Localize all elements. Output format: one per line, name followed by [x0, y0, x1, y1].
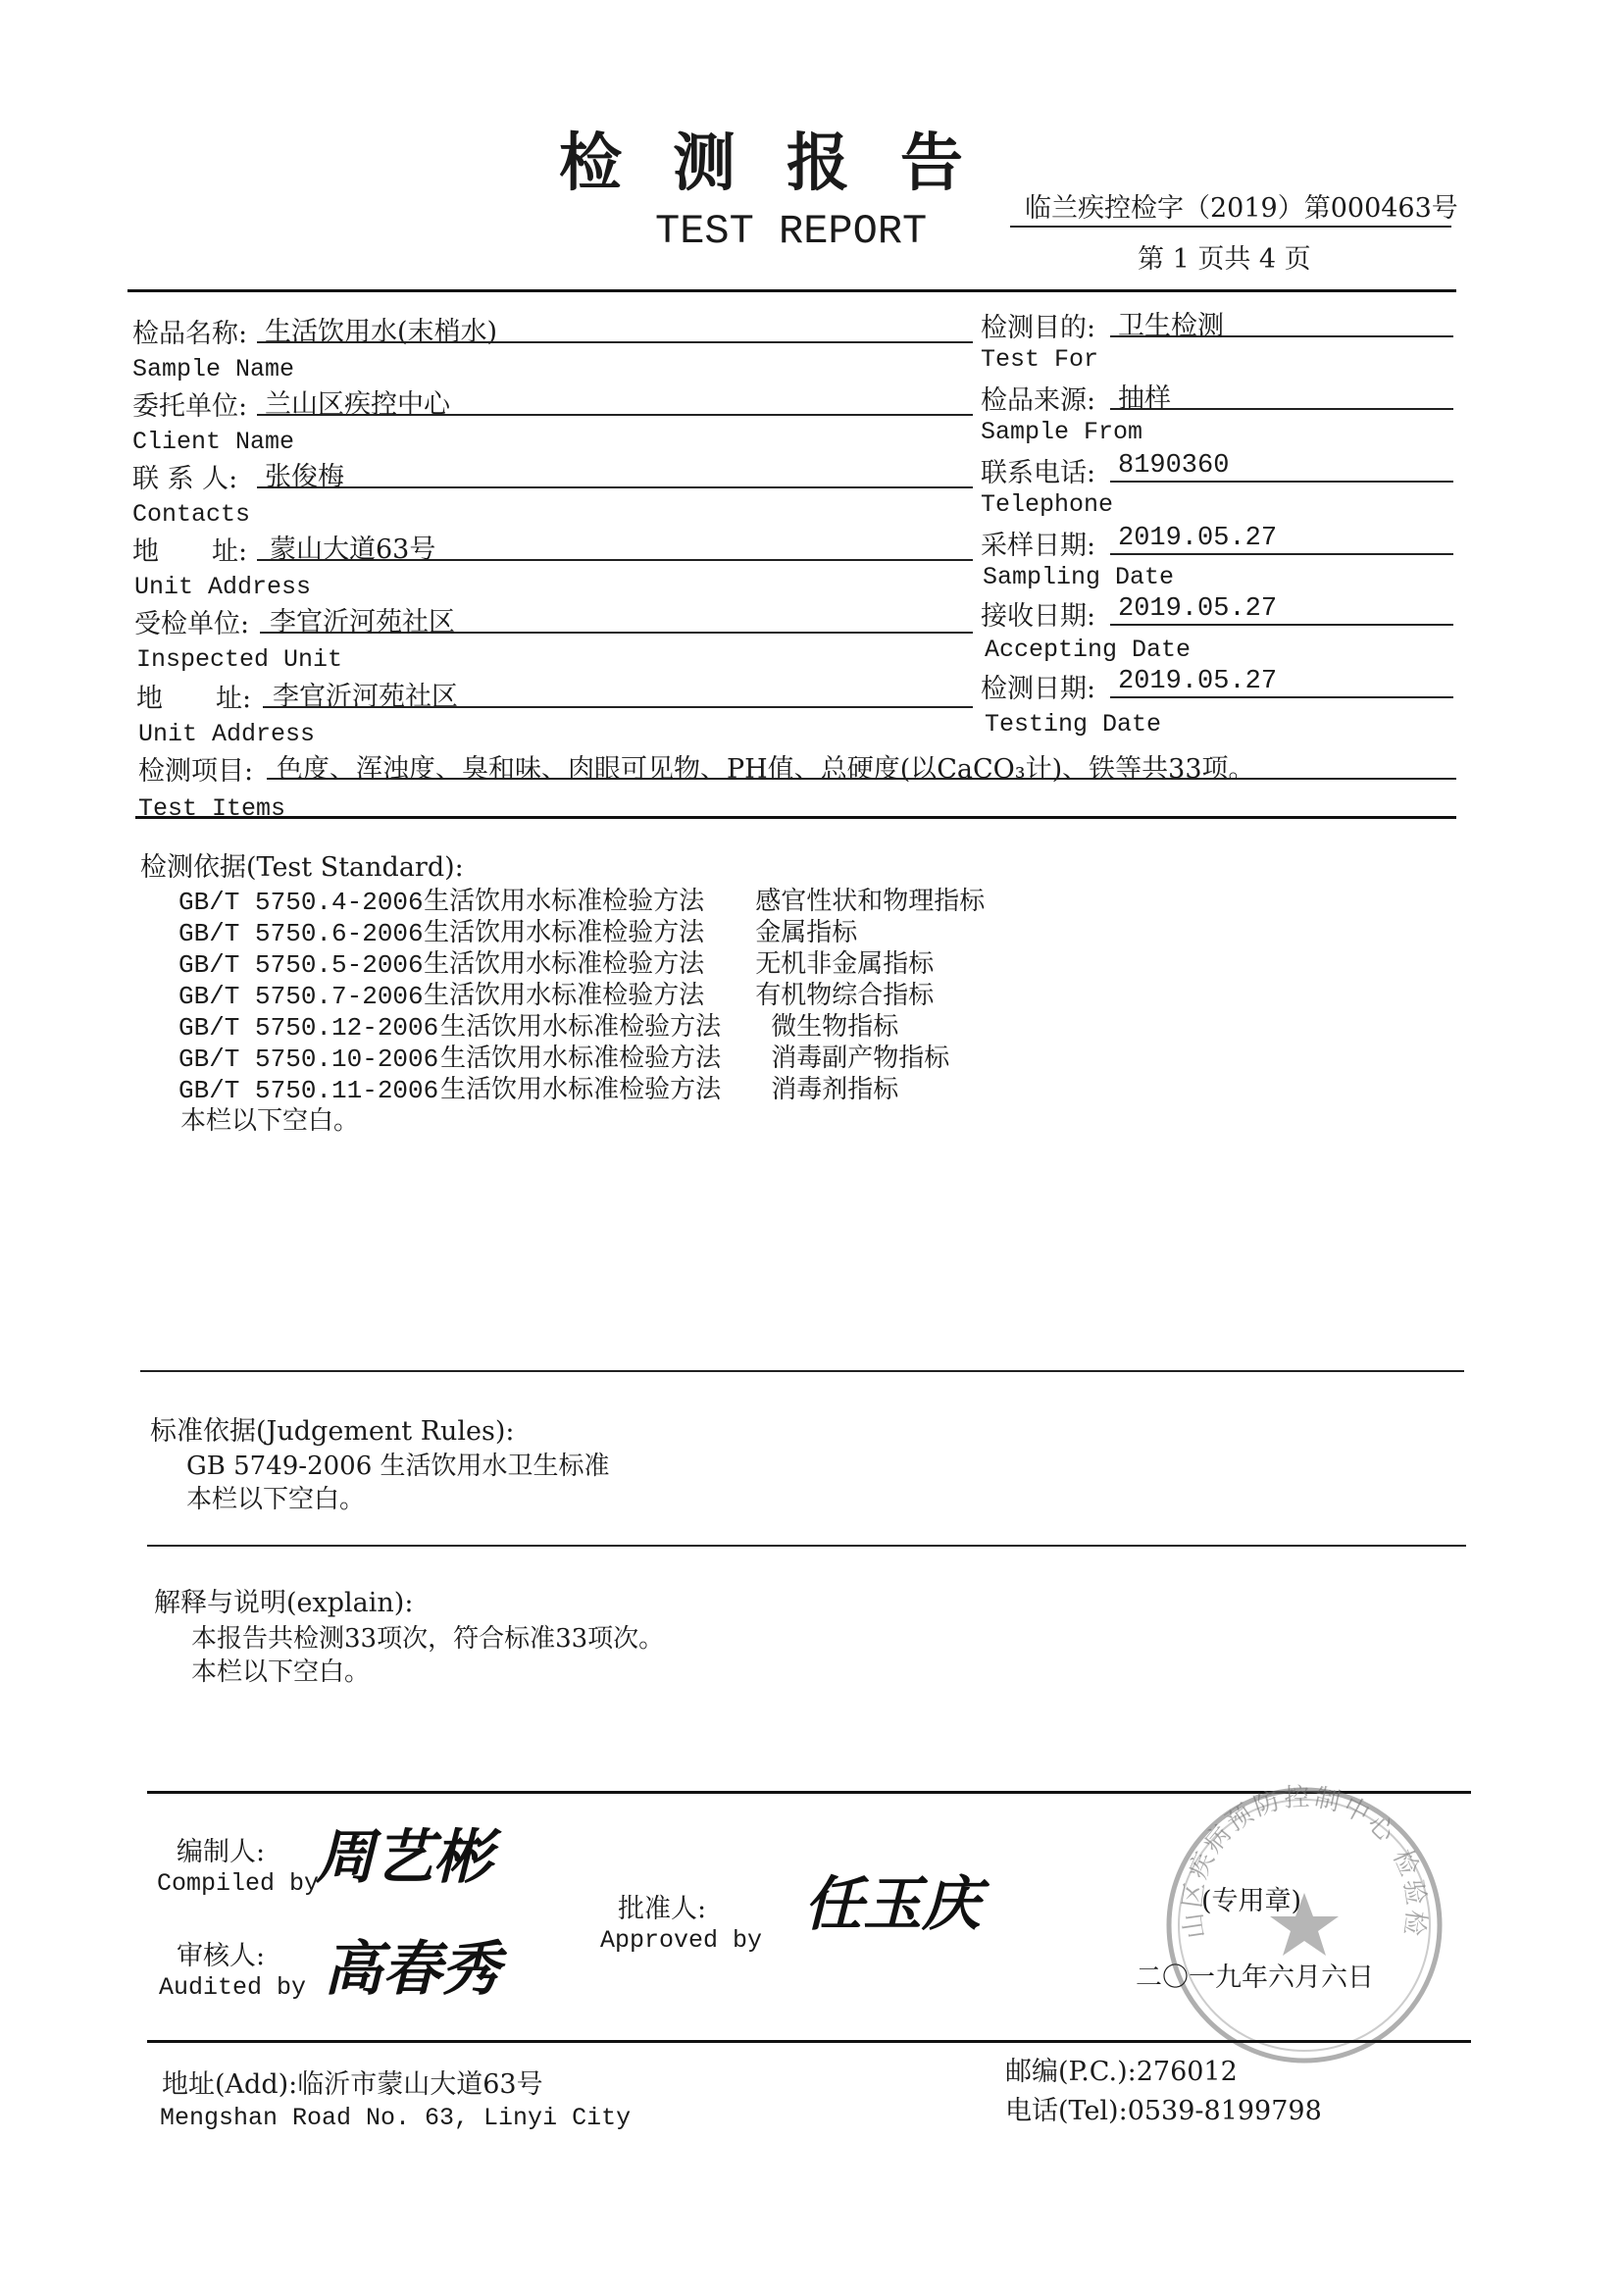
- sample-source-underline: [1110, 408, 1453, 410]
- judgement-divider: [147, 1545, 1466, 1547]
- sample-source-en: Sample From: [981, 418, 1143, 446]
- contacts-value: 张俊梅: [265, 462, 344, 492]
- testing-date-label: 检测日期:: [981, 674, 1096, 704]
- audited-by-signature: 高春秀: [324, 1935, 500, 2004]
- address2-underline: [263, 706, 973, 708]
- inspected-unit-en: Inspected Unit: [136, 645, 343, 674]
- seal-graphic: [1162, 1783, 1446, 2067]
- inspected-unit-label: 受检单位:: [134, 609, 250, 639]
- approved-by-signature: 任玉庆: [804, 1870, 981, 1939]
- sample-source-label: 检品来源:: [981, 385, 1096, 416]
- footer-postcode: 邮编(P.C.):276012: [1005, 2057, 1238, 2087]
- telephone-underline: [1110, 481, 1453, 483]
- accepting-date-value: 2019.05.27: [1118, 594, 1278, 624]
- signature-divider: [147, 2040, 1471, 2043]
- address2-en: Unit Address: [138, 720, 316, 748]
- address2-value: 李官沂河苑社区: [273, 682, 458, 712]
- test-standard-blank-note: 本栏以下空白。: [180, 1106, 360, 1136]
- inspected-unit-underline: [260, 632, 973, 634]
- list-item: GB/T 5750.5-2006 生活饮用水标准检验方法 无机非金属指标: [178, 949, 935, 980]
- telephone-value: 8190360: [1118, 451, 1230, 481]
- explain-heading: 解释与说明(explain):: [154, 1588, 414, 1618]
- compiled-by-signature: 周艺彬: [316, 1823, 492, 1892]
- sampling-date-value: 2019.05.27: [1118, 524, 1278, 553]
- test-items-en: Test Items: [138, 794, 286, 823]
- sample-name-value: 生活饮用水(末梢水): [265, 317, 498, 347]
- testing-date-value: 2019.05.27: [1118, 667, 1278, 696]
- contacts-label: 联 系 人:: [132, 464, 238, 494]
- page-info: 第 1 页共 4 页: [1138, 244, 1311, 275]
- footer-address-en: Mengshan Road No. 63, Linyi City: [160, 2104, 632, 2132]
- fields-bottom-divider: [135, 816, 1456, 819]
- test-standard-heading: 检测依据(Test Standard):: [140, 852, 464, 883]
- list-item: GB/T 5750.11-2006 生活饮用水标准检验方法 消毒剂指标: [178, 1075, 899, 1105]
- list-item: GB/T 5750.7-2006 生活饮用水标准检验方法 有机物综合指标: [178, 981, 935, 1011]
- testing-date-en: Testing Date: [985, 710, 1162, 739]
- test-purpose-label: 检测目的:: [981, 313, 1096, 343]
- test-items-label: 检测项目:: [138, 756, 254, 787]
- address2-label: 地 址:: [136, 684, 252, 714]
- list-item: GB/T 5750.4-2006 生活饮用水标准检验方法 感官性状和物理指标: [178, 887, 986, 917]
- list-item: GB/T 5750.12-2006 生活饮用水标准检验方法 微生物指标: [178, 1012, 899, 1043]
- seal-label: (专用章): [1201, 1886, 1302, 1916]
- sample-name-en: Sample Name: [132, 355, 295, 383]
- sampling-date-label: 采样日期:: [981, 531, 1096, 561]
- explain-blank-note: 本栏以下空白。: [191, 1657, 371, 1687]
- report-number-underline: [1010, 226, 1451, 228]
- test-standard-divider: [140, 1370, 1464, 1372]
- seal-ring-text: 山区疾病预防控制中心 检验检: [1178, 1783, 1431, 1941]
- report-title-cn: 检测报告: [559, 127, 1014, 200]
- telephone-label: 联系电话:: [981, 458, 1096, 488]
- report-title-en: TEST REPORT: [655, 208, 928, 255]
- accepting-date-underline: [1110, 624, 1453, 626]
- contacts-en: Contacts: [132, 500, 251, 529]
- client-en: Client Name: [132, 428, 295, 456]
- compiled-by-label: 编制人:: [177, 1837, 266, 1867]
- list-item: GB/T 5750.10-2006 生活饮用水标准检验方法 消毒副产物指标: [178, 1044, 950, 1074]
- test-purpose-en: Test For: [981, 345, 1099, 374]
- testing-date-underline: [1110, 696, 1453, 698]
- sample-name-underline: [257, 341, 973, 343]
- sampling-date-en: Sampling Date: [983, 563, 1175, 591]
- test-purpose-value: 卫生检测: [1118, 311, 1224, 341]
- footer-telephone: 电话(Tel):0539-8199798: [1005, 2096, 1322, 2126]
- address1-en: Unit Address: [134, 573, 312, 601]
- judgement-blank-note: 本栏以下空白。: [186, 1485, 366, 1514]
- sampling-date-underline: [1110, 553, 1453, 555]
- address1-value: 蒙山大道63号: [270, 535, 436, 565]
- accepting-date-label: 接收日期:: [981, 601, 1096, 632]
- inspected-unit-value: 李官沂河苑社区: [270, 607, 455, 637]
- judgement-line: GB 5749-2006 生活饮用水卫生标准: [186, 1452, 610, 1481]
- issue-date: 二〇一九年六月六日: [1136, 1963, 1374, 1993]
- client-label: 委托单位:: [132, 391, 248, 422]
- sample-name-label: 检品名称:: [132, 319, 248, 349]
- explain-line: 本报告共检测33项次，符合标准33项次。: [191, 1624, 665, 1654]
- audited-by-label: 审核人:: [177, 1941, 266, 1971]
- header-divider: [127, 289, 1456, 292]
- judgement-heading: 标准依据(Judgement Rules):: [150, 1416, 515, 1447]
- telephone-en: Telephone: [981, 490, 1114, 519]
- official-seal: [1162, 1783, 1446, 2067]
- contacts-underline: [257, 486, 973, 488]
- client-value: 兰山区疾控中心: [265, 389, 450, 420]
- sample-source-value: 抽样: [1118, 383, 1171, 414]
- client-underline: [257, 414, 973, 416]
- compiled-by-en: Compiled by: [157, 1869, 320, 1898]
- address1-underline: [257, 559, 973, 561]
- test-items-value: 色度、浑浊度、臭和味、肉眼可见物、PH值、总硬度(以CaCO₃计)、铁等共33项。: [277, 754, 1255, 785]
- accepting-date-en: Accepting Date: [985, 636, 1192, 664]
- report-number: 临兰疾控检字（2019）第000463号: [1025, 193, 1458, 224]
- list-item: GB/T 5750.6-2006 生活饮用水标准检验方法 金属指标: [178, 918, 858, 948]
- audited-by-en: Audited by: [159, 1973, 307, 2002]
- approved-by-label: 批准人:: [618, 1894, 707, 1924]
- approved-by-en: Approved by: [600, 1926, 763, 1955]
- test-purpose-underline: [1110, 335, 1453, 337]
- test-items-underline: [267, 778, 1456, 780]
- address1-label: 地 址:: [132, 536, 248, 567]
- footer-address-cn: 地址(Add):临沂市蒙山大道63号: [162, 2069, 543, 2100]
